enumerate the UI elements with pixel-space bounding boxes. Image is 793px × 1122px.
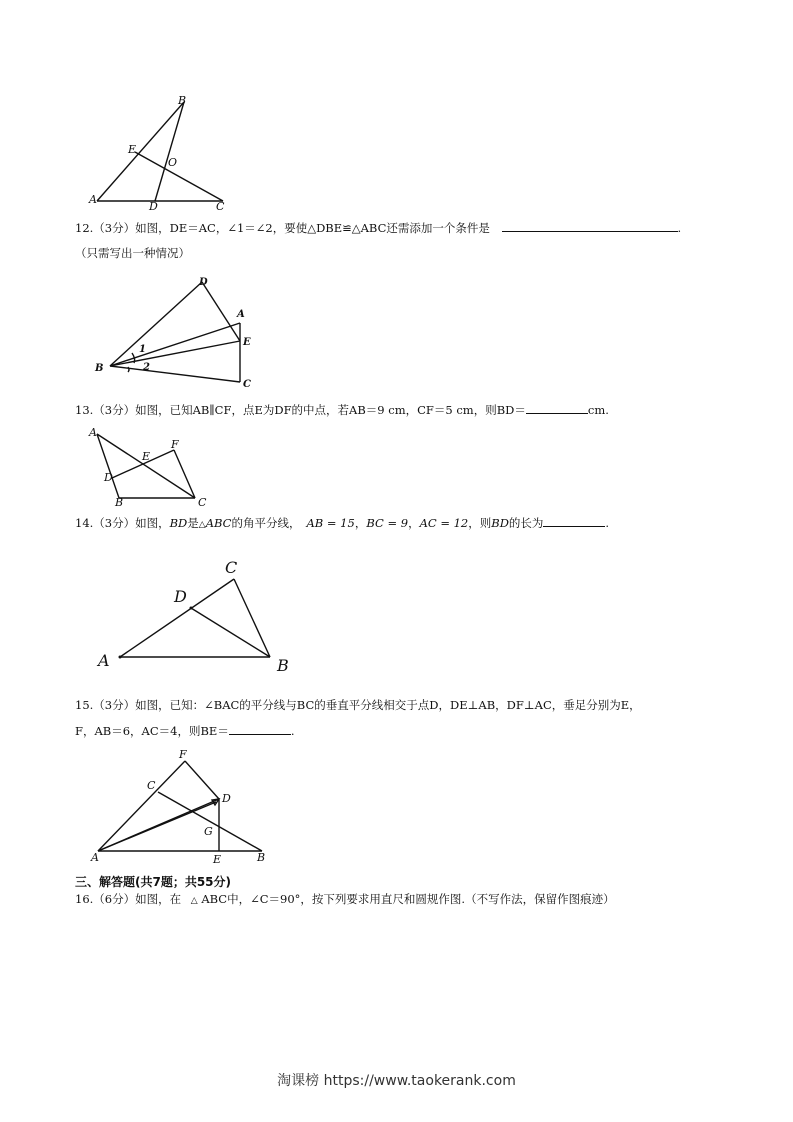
label-d: D (222, 792, 231, 805)
angle-1-label: 1 (139, 344, 146, 355)
label-a: A (237, 309, 245, 320)
label-e: E (243, 337, 251, 348)
label-c: C (216, 200, 225, 213)
question-15-text: 15.（3分）如图，已知：∠BAC的平分线与BC的垂直平分线相交于点D，DE⊥AB，DF⊥AC，垂足分别为E， (75, 698, 641, 712)
label-b: B (95, 363, 104, 374)
figure-q13 (87, 426, 217, 511)
question-15 (75, 695, 725, 715)
figure-q12 (92, 275, 262, 390)
label-d: D (174, 587, 187, 606)
label-c: C (225, 558, 238, 577)
label-e: E (128, 143, 137, 156)
label-a: A (89, 193, 97, 206)
footer-watermark: 淘课榜 https://www.taokerank.com (277, 1073, 516, 1089)
label-b: B (178, 94, 187, 107)
label-b: B (277, 656, 289, 675)
answer-blank-15[interactable] (229, 722, 291, 735)
label-o: O (168, 156, 178, 169)
question-12-note: （只需写出一种情况） (75, 246, 190, 260)
question-12-text: 12.（3分）如图，DE＝AC，∠1＝∠2，要使△DBE≌△ABC还需添加一个条件是 (75, 221, 490, 235)
label-d: D (104, 471, 113, 484)
question-16: 16.（6分）如图，在 △ ABC中，∠C＝90°，按下列要求用直尺和圆规作图.（不写作法，保留作图痕迹） (75, 892, 615, 906)
label-c: C (243, 379, 251, 390)
question-16-text: ABC中，∠C＝90°，按下列要求用直尺和圆规作图.（不写作法，保留作图痕迹） (197, 892, 615, 906)
question-13-text: 13.（3分）如图，已知AB∥CF，点E为DF的中点，若AB＝9 cm，CF＝5 cm，则BD＝ (75, 403, 526, 417)
label-d: D (199, 277, 208, 288)
label-a: A (89, 426, 97, 439)
label-a: A (91, 851, 99, 864)
label-g: G (204, 825, 213, 838)
label-b: B (257, 851, 266, 864)
label-b: B (115, 496, 124, 509)
figure-q14 (92, 555, 307, 680)
question-14: 14.（3分）如图，BD是△ABC的角平分线， AB = 15，BC = 9，AC = 12，则BD的长为 . (75, 516, 610, 530)
label-a: A (98, 651, 110, 670)
angle-2-label: 2 (143, 362, 150, 373)
answer-blank-14[interactable] (543, 514, 605, 527)
label-e: E (213, 853, 222, 866)
answer-blank-12[interactable] (502, 219, 678, 232)
label-c: C (147, 779, 156, 792)
answer-blank-13[interactable] (526, 401, 588, 414)
figure-q15 (88, 745, 278, 870)
label-d: D (149, 200, 158, 213)
figure-q11 (85, 92, 245, 212)
question-13: 13.（3分）如图，已知AB∥CF，点E为DF的中点，若AB＝9 cm，CF＝5 cm，则BD＝ cm. (75, 403, 609, 417)
label-e: E (142, 450, 151, 463)
label-f: F (171, 438, 179, 451)
question-12: 12.（3分）如图，DE＝AC，∠1＝∠2，要使△DBE≌△ABC还需添加一个条件是 . (75, 221, 682, 235)
section-heading: 三、解答题(共7题；共55分) (75, 875, 232, 889)
question-15-line2: F，AB＝6，AC＝4，则BE＝ . (75, 724, 295, 738)
label-f: F (179, 748, 187, 761)
label-c: C (198, 496, 207, 509)
